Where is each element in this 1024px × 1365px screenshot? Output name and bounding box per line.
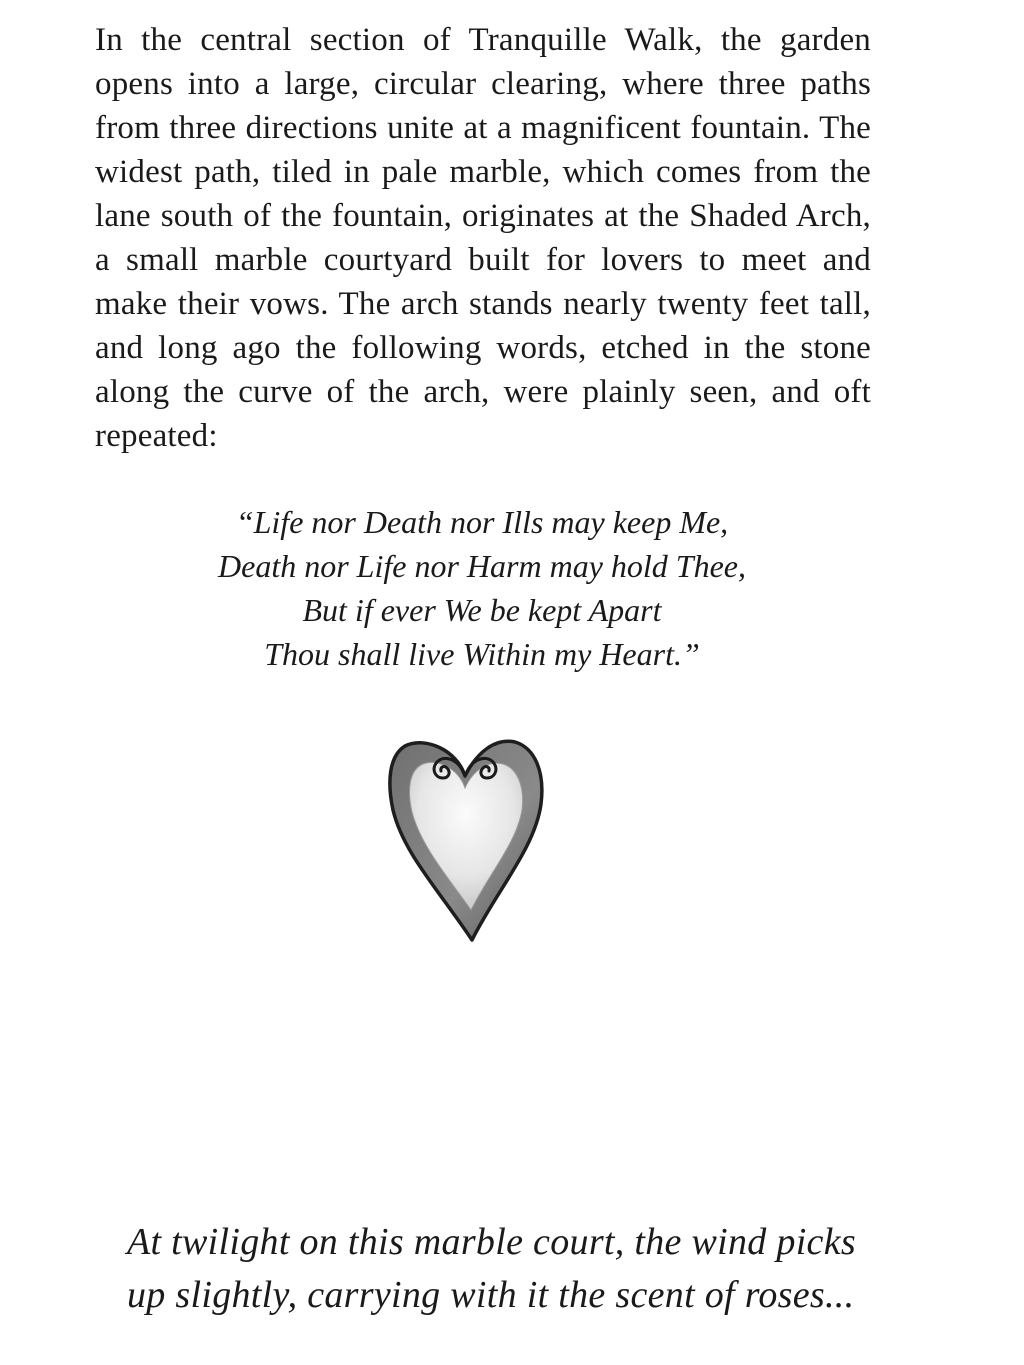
intro-paragraph: In the central section of Tranquille Walk, the garden opens into a large, circular clearing, where three paths from three directions unite at a magnificent fountain. The widest path, tiled in pale marble, which comes from the lane south of the fountain, originates at the Shaded Arch, a small marble courtyard built for lovers to meet and make their vows. The arch stands nearly twenty feet tall, and long ago the following words, etched in the stone along the curve of the arch, were plainly seen, and oft repeated: [95, 22, 871, 454]
verse-line: But if ever We be kept Apart [302, 592, 662, 628]
verse-line: Death nor Life nor Harm may hold Thee, [218, 548, 746, 584]
closing-paragraph: At twilight on this marble court, the wind picks up slightly, carrying with it the scent of roses... [127, 1221, 856, 1316]
verse-line: Thou shall live Within my Heart.” [264, 636, 700, 672]
heart-illustration-icon [385, 730, 545, 945]
arch-inscription-verse [150, 500, 814, 676]
verse-line: “Life nor Death nor Ills may keep Me, [235, 504, 729, 540]
